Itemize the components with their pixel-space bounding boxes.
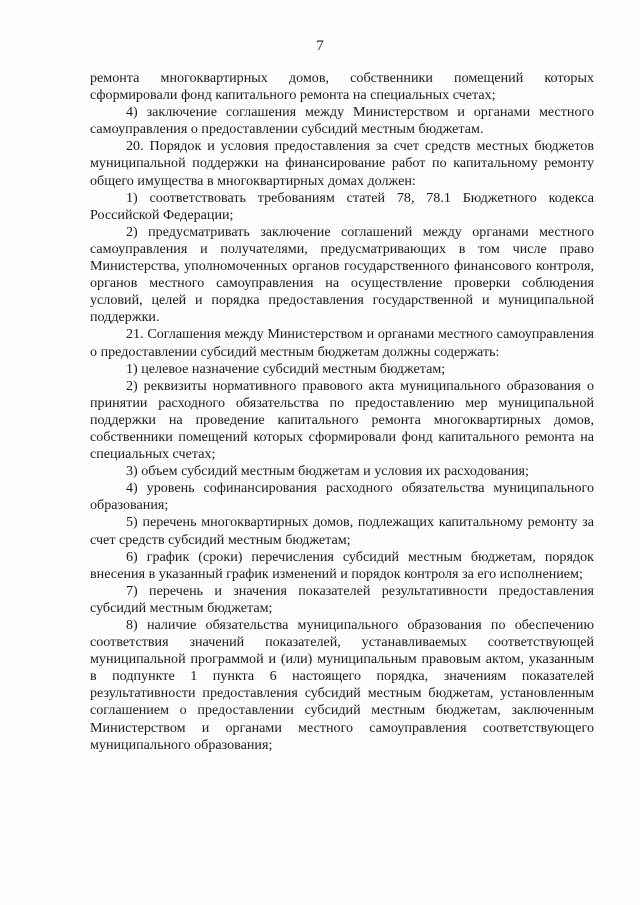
paragraph-clause-20: 20. Порядок и условия предоставления за счет средств местных бюджетов муниципальной поддержки на финансирование работ по капитальному ремонту общего имущества в многоквартирных домах должен:	[90, 138, 594, 189]
paragraph-item-21-8: 8) наличие обязательства муниципального образования по обеспечению соответствия значений показателей, устанавливаемых соответствующей муниципальной программой и (или) муниципальным правовым актом, указанным в подпункте 1 пункта 6 настоящего порядка, значениям показателей результативности предоставления субсидий местным бюджетам, установленным соглашением о предоставлении субсидий местным бюджетам, заключенным Министерством и органами местного самоуправления соответствующего муниципального образования;	[90, 617, 594, 753]
paragraph-item-19-4: 4) заключение соглашения между Министерством и органами местного самоуправления о предоставлении субсидий местным бюджетам.	[90, 104, 594, 138]
paragraph-item-20-1: 1) соответствовать требованиям статей 78, 78.1 Бюджетного кодекса Российской Федерации;	[90, 189, 594, 223]
paragraph-item-21-1: 1) целевое назначение субсидий местным бюджетам;	[126, 360, 446, 377]
paragraph-item-21-2: 2) реквизиты нормативного правового акта муниципального образования о принятии расходного обязательства по предоставлению мер муниципальной поддержки на проведение капитального ремонта многоквартирных домов, собственники помещений которых сформировали фонд капитального ремонта на специальных счетах;	[90, 377, 594, 463]
paragraph-item-21-6: 6) график (сроки) перечисления субсидий местным бюджетам, порядок внесения в указанный график изменений и порядок контроля за его исполнением;	[90, 548, 594, 582]
page-number: 7	[316, 38, 324, 54]
document-body	[90, 70, 594, 754]
paragraph-item-20-2: 2) предусматривать заключение соглашений между органами местного самоуправления и получателями, предусматривающих в том числе право Министерства, уполномоченных органов государственного финансового контроля, органов местного самоуправления на осуществление проверки соблюдения условий, целей и порядка предоставления государственной и муниципальной поддержки.	[90, 223, 594, 326]
paragraph-item-21-3: 3) объем субсидий местным бюджетам и условия их расходования;	[126, 463, 529, 480]
paragraph-item-21-7: 7) перечень и значения показателей результативности предоставления субсидий местным бюджетам;	[90, 582, 594, 616]
paragraph-continuation: ремонта многоквартирных домов, собственники помещений которых сформировали фонд капитального ремонта на специальных счетах;	[90, 70, 594, 104]
paragraph-item-21-5: 5) перечень многоквартирных домов, подлежащих капитальному ремонту за счет средств субсидий местным бюджетам;	[90, 514, 594, 548]
paragraph-clause-21: 21. Соглашения между Министерством и органами местного самоуправления о предоставлении субсидий местным бюджетам должны содержать:	[90, 326, 594, 360]
paragraph-item-21-4: 4) уровень софинансирования расходного обязательства муниципального образования;	[90, 480, 594, 514]
